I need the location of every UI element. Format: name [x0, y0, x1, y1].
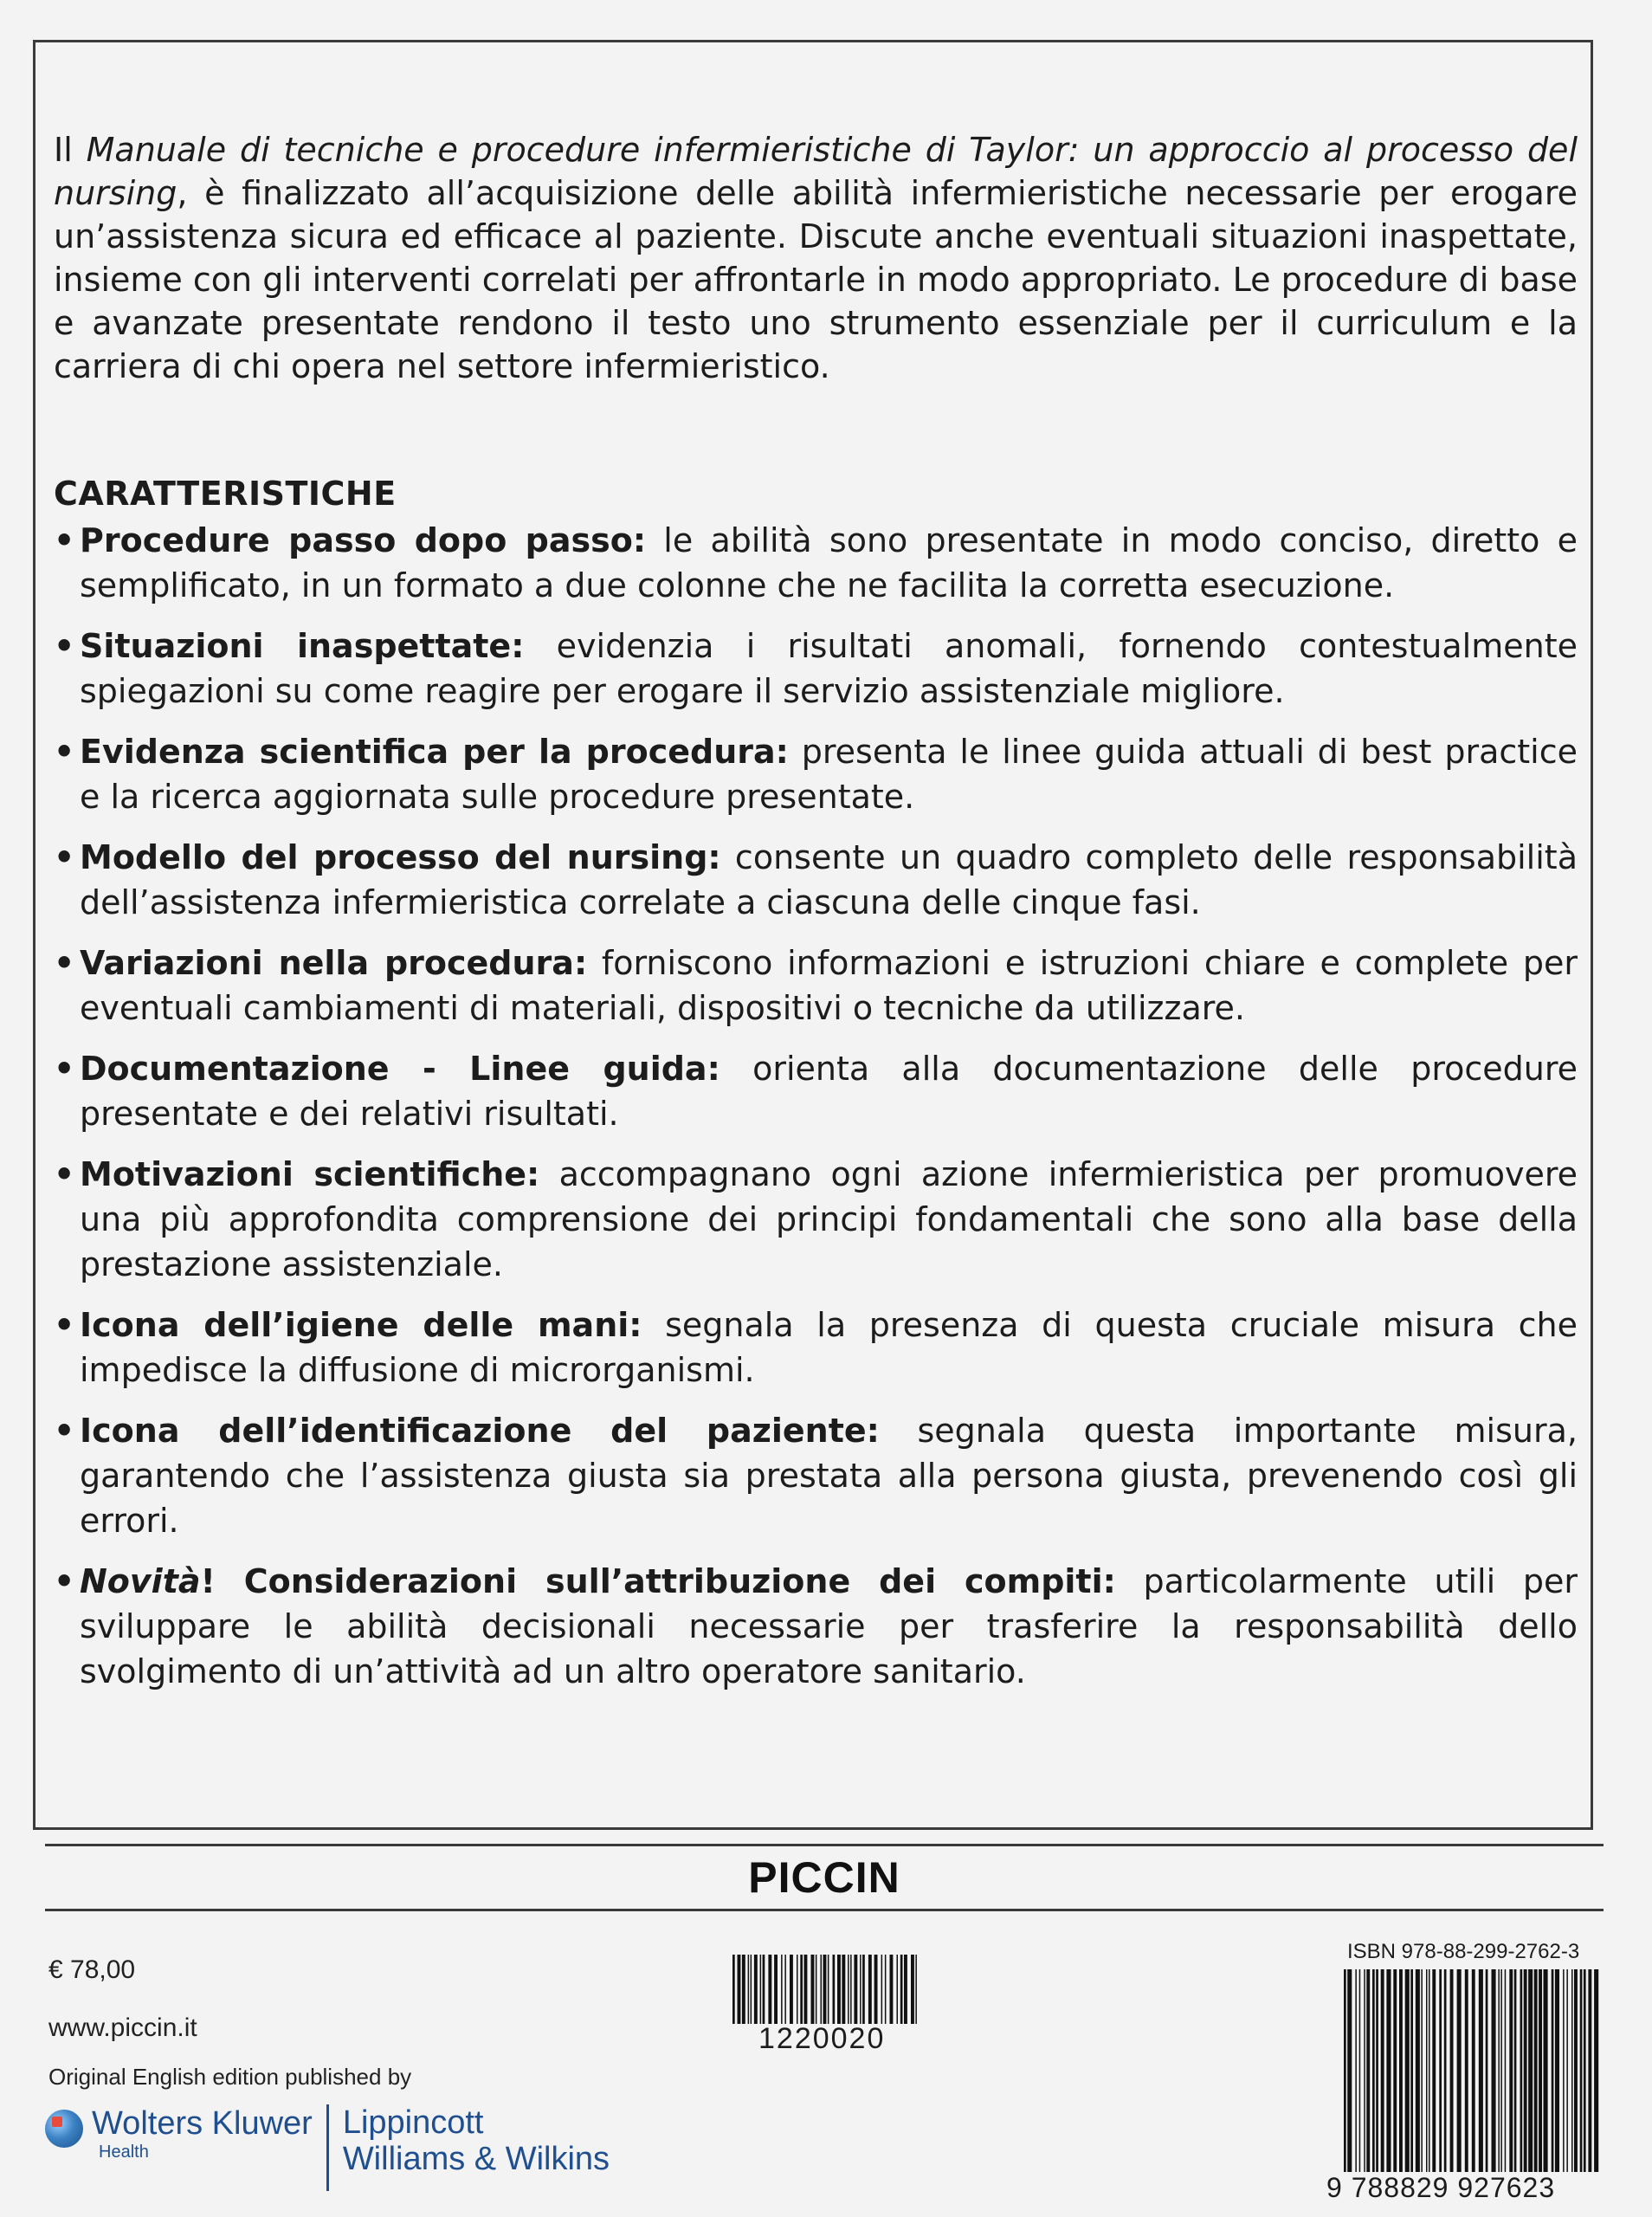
feature-term: Considerazioni sull’attribuzione dei compiti:	[243, 1562, 1116, 1600]
barcode-bar	[1492, 1969, 1496, 2172]
feature-text: accompagnano ogni azione infermieristica per promuovere una più approfondita comprensione dei principi fondamentali che sono alla base della prestazione assistenziale.	[80, 1155, 1578, 1283]
internal-barcode	[732, 1955, 918, 2024]
barcode-bar	[1376, 1969, 1378, 2172]
feature-term: Icona dell’identificazione del paziente:	[80, 1412, 880, 1450]
feature-term: Icona dell’igiene delle mani:	[80, 1306, 642, 1344]
barcode-bar	[1574, 1969, 1578, 2172]
bullet: •	[54, 1306, 75, 1344]
feature-item	[54, 624, 1578, 714]
feature-term: Variazioni nella procedura:	[80, 944, 588, 982]
barcode-bar	[768, 1955, 771, 2024]
barcode-bar	[1344, 1969, 1346, 2172]
barcode-bar	[1584, 1969, 1586, 2172]
features-heading: CARATTERISTICHE	[54, 475, 397, 513]
barcode-bar	[1566, 1969, 1568, 2172]
feature-text: orienta alla documentazione delle procedure presentate e dei relativi risultati.	[80, 1050, 1578, 1133]
barcode-bar	[1364, 1969, 1365, 2172]
barcode-bar	[897, 1955, 899, 2024]
feature-item	[54, 1046, 1578, 1136]
barcode-bar	[1580, 1969, 1583, 2172]
feature-text: segnala questa importante misura, garantendo che l’assistenza giusta sia prestata alla persona giusta, prevenendo così gli errori.	[80, 1412, 1578, 1540]
feature-term: Documentazione - Linee guida:	[80, 1050, 720, 1088]
barcode-bar	[854, 1955, 857, 2024]
barcode-bar	[1386, 1969, 1391, 2172]
barcode-bar	[848, 1955, 849, 2024]
feature-text: consente un quadro completo delle responsabilità dell’assistenza infermieristica correlate a ciascuna delle cinque fasi.	[80, 838, 1578, 921]
website-link[interactable]: www.piccin.it	[48, 2013, 197, 2042]
barcode-bar	[911, 1955, 914, 2024]
publisher-band	[45, 1844, 1604, 1911]
barcode-bar	[1439, 1969, 1442, 2172]
barcode-bar	[1432, 1969, 1436, 2172]
barcode-bar	[1528, 1969, 1533, 2172]
barcode-bar	[1544, 1969, 1548, 2172]
feature-text: evidenzia i risultati anomali, fornendo contestualmente spiegazioni su come reagire per erogare il servizio assistenziale migliore.	[80, 627, 1578, 710]
lww-logo	[343, 2104, 610, 2177]
intro-paragraph	[54, 128, 1578, 388]
ean-barcode	[1344, 1969, 1600, 2172]
wolters-kluwer-sub: Health	[99, 2143, 149, 2162]
wolters-kluwer-globe-icon	[45, 2110, 83, 2148]
barcode-bar	[748, 1955, 750, 2024]
barcode-bar	[1421, 1969, 1423, 2172]
wolters-kluwer-name: Wolters Kluwer	[92, 2105, 313, 2142]
barcode-bar	[754, 1955, 758, 2024]
barcode-bar	[1472, 1969, 1475, 2172]
barcode-bar	[1359, 1969, 1361, 2172]
feature-item	[54, 1408, 1578, 1543]
barcode-bar	[821, 1955, 823, 2024]
barcode-bar	[837, 1955, 841, 2024]
feature-item	[54, 835, 1578, 925]
barcode-bar	[797, 1955, 798, 2024]
feature-term: Motivazioni scientifiche:	[80, 1155, 540, 1193]
bullet: •	[54, 1155, 75, 1193]
barcode-bar	[881, 1955, 883, 2024]
barcode-bar	[1381, 1969, 1384, 2172]
barcode-bar	[763, 1955, 765, 2024]
barcode-bar	[800, 1955, 803, 2024]
barcode-bar	[1410, 1969, 1413, 2172]
barcode-bar	[828, 1955, 829, 2024]
ean-number: 9 788829 927623	[1326, 2172, 1556, 2203]
publisher-logo: PICCIN	[748, 1853, 900, 1902]
feature-item	[54, 518, 1578, 608]
bullet: •	[54, 1412, 75, 1450]
feature-term: Modello del processo del nursing:	[80, 838, 721, 876]
wk-text	[92, 2104, 313, 2162]
barcode-bar	[1514, 1969, 1517, 2172]
features-list	[54, 518, 1578, 1710]
feature-item	[54, 1152, 1578, 1287]
barcode-bar	[833, 1955, 836, 2024]
barcode-bar	[760, 1955, 762, 2024]
barcode-bar	[1355, 1969, 1357, 2172]
barcode-bar	[1366, 1969, 1370, 2172]
barcode-bar	[1588, 1969, 1591, 2172]
barcode-bar	[874, 1955, 878, 2024]
barcode-bar	[1429, 1969, 1430, 2172]
barcode-bar	[1571, 1969, 1573, 2172]
barcode-bar	[784, 1955, 786, 2024]
barcode-bar	[1594, 1969, 1598, 2172]
feature-term: Procedure passo dopo passo:	[80, 521, 647, 559]
intro-text: , è finalizzato all’acquisizione delle abilità infermieristiche necessarie per erogare un’assistenza sicura ed efficace al paziente. Discute anche eventuali situazioni inaspettate, insieme con gli interventi correlati per affrontarle in modo appropriato. Le procedure di base e avanzate presentate rendono il testo uno strumento essenziale per il curriculum e la carriera di chi opera nel settore infermieristico.	[54, 174, 1578, 385]
barcode-bar	[1372, 1969, 1375, 2172]
isbn-label: ISBN 978-88-299-2762-3	[1347, 1940, 1580, 1963]
bullet: •	[54, 733, 75, 771]
barcode-bar	[1539, 1969, 1542, 2172]
barcode-bar	[1393, 1969, 1397, 2172]
lww-line1: Lippincott	[342, 2104, 484, 2141]
bullet: •	[54, 1050, 75, 1088]
barcode-bar	[850, 1955, 852, 2024]
barcode-bar	[1498, 1969, 1500, 2172]
bullet: •	[54, 944, 75, 982]
barcode-bar	[860, 1955, 861, 2024]
barcode-bar	[811, 1955, 815, 2024]
barcode-bar	[842, 1955, 845, 2024]
barcode-bar	[868, 1955, 872, 2024]
feature-item	[54, 940, 1578, 1031]
feature-item	[54, 729, 1578, 819]
barcode-bar	[751, 1955, 752, 2024]
barcode-bar	[1450, 1969, 1454, 2172]
feature-term: Evidenza scientifica per la procedura:	[80, 733, 789, 771]
barcode-bar	[732, 1955, 735, 2024]
barcode-bar	[804, 1955, 808, 2024]
bullet: •	[54, 521, 75, 559]
bullet: •	[54, 1562, 75, 1600]
barcode-bar	[1426, 1969, 1428, 2172]
feature-text: particolarmente utili per sviluppare le abilità decisionali necessarie per trasferire la responsabilità dello svolgimento di un’attività ad un altro operatore sanitario.	[80, 1562, 1578, 1690]
book-title: Manuale di tecniche e procedure infermieristiche di Taylor: un approccio al processo del nursing	[54, 131, 1578, 212]
barcode-bar	[1444, 1969, 1447, 2172]
barcode-bar	[1465, 1969, 1468, 2172]
bullet: •	[54, 838, 75, 876]
barcode-bar	[1486, 1969, 1488, 2172]
barcode-bar	[781, 1955, 783, 2024]
barcode-bar	[1405, 1969, 1410, 2172]
barcode-bar	[1534, 1969, 1538, 2172]
feature-item	[54, 1302, 1578, 1393]
price: € 78,00	[48, 1955, 136, 1984]
barcode-bar	[1479, 1969, 1483, 2172]
barcode-bar	[890, 1955, 894, 2024]
barcode-bar	[904, 1955, 907, 2024]
barcode-bar	[1555, 1969, 1559, 2172]
logo-divider	[326, 2104, 329, 2191]
novita-label: Novità	[80, 1562, 201, 1600]
feature-text: le abilità sono presentate in modo conciso, diretto e semplificato, in un formato a due colonne che ne facilita la corretta esecuzione.	[80, 521, 1578, 604]
barcode-bar	[885, 1955, 887, 2024]
internal-code: 1220020	[758, 2022, 886, 2055]
bullet: •	[54, 627, 75, 665]
lww-line2: Williams & Wilkins	[342, 2141, 610, 2177]
barcode-bar	[774, 1955, 778, 2024]
barcode-bar	[738, 1955, 741, 2024]
feature-text: forniscono informazioni e istruzioni chiare e complete per eventuali cambiamenti di materiali, dispositivi o tecniche da utilizzare.	[80, 944, 1578, 1027]
barcode-bar	[742, 1955, 745, 2024]
barcode-bar	[823, 1955, 827, 2024]
novita-bang: !	[200, 1562, 244, 1600]
barcode-bar	[1505, 1969, 1507, 2172]
barcode-bar	[1509, 1969, 1513, 2172]
barcode-bar	[1524, 1969, 1527, 2172]
barcode-bar	[862, 1955, 865, 2024]
barcode-bar	[1347, 1969, 1352, 2172]
barcode-bar	[790, 1955, 793, 2024]
barcode-bar	[1563, 1969, 1565, 2172]
intro-prefix: Il	[54, 131, 87, 169]
feature-text: segnala la presenza di questa cruciale misura che impedisce la diffusione di microrganismi.	[80, 1306, 1578, 1389]
feature-text: presenta le linee guida attuali di best practice e la ricerca aggiornata sulle procedure presentate.	[80, 733, 1578, 816]
wolters-kluwer-logo	[45, 2104, 610, 2191]
barcode-bar	[1500, 1969, 1502, 2172]
original-edition-note: Original English edition published by	[48, 2064, 412, 2090]
barcode-bar	[900, 1955, 903, 2024]
barcode-bar	[1416, 1969, 1420, 2172]
barcode-bar	[1457, 1969, 1462, 2172]
barcode-bar	[1399, 1969, 1403, 2172]
barcode-bar	[1552, 1969, 1554, 2172]
feature-term: Situazioni inaspettate:	[80, 627, 525, 665]
barcode-bar	[816, 1955, 817, 2024]
feature-item	[54, 1559, 1578, 1694]
barcode-bar	[1520, 1969, 1523, 2172]
barcode-bar	[915, 1955, 917, 2024]
